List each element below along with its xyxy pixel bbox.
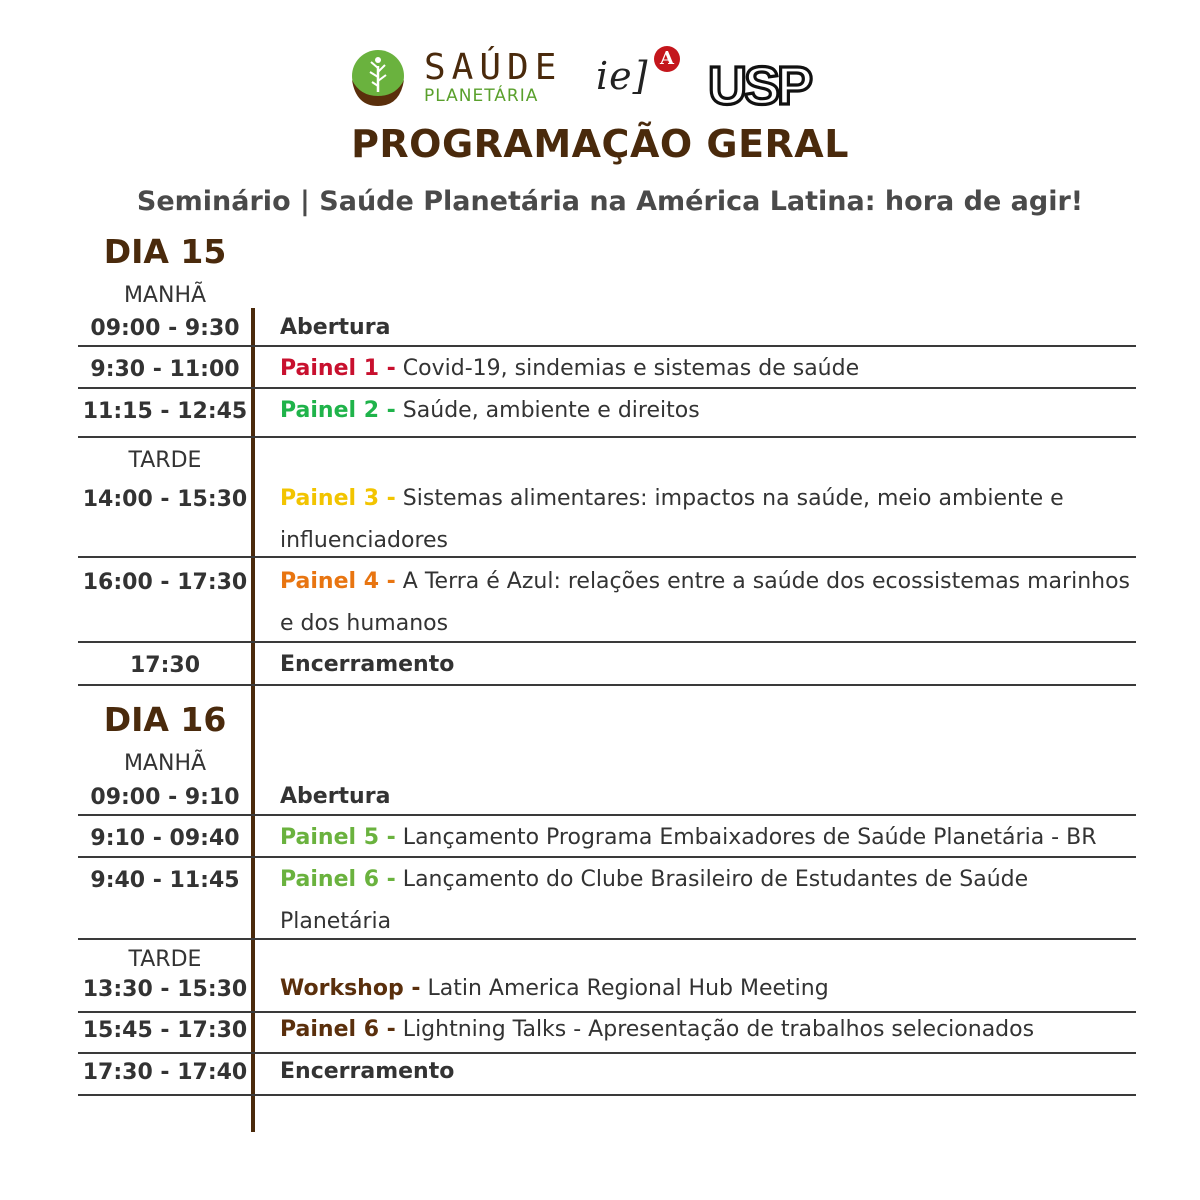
day-15-item-2 xyxy=(280,348,1140,390)
row-divider xyxy=(78,641,1136,643)
row-divider xyxy=(78,387,1136,389)
day-15-item-3 xyxy=(280,390,1140,432)
saude-planetaria-logo-icon xyxy=(346,46,410,110)
item-text: Covid-19, sindemias e sistemas de saúde xyxy=(395,356,860,381)
logo-saude-word: SAÚDE xyxy=(424,47,563,88)
day-16-time-5: 15:45 - 17:30 xyxy=(82,1018,248,1043)
day-15-time-2: 9:30 - 11:00 xyxy=(90,357,240,382)
day-16-item-6 xyxy=(280,1051,1140,1093)
day-15-time-5: 16:00 - 17:30 xyxy=(82,570,248,595)
item-text: A Terra é Azul: relações entre a saúde dos ecossistemas marinhos e dos humanos xyxy=(280,569,1131,636)
row-divider xyxy=(78,1094,1136,1096)
row-divider xyxy=(78,684,1136,686)
row-divider xyxy=(78,856,1136,858)
item-text: Encerramento xyxy=(280,1059,455,1084)
painel-label: Painel 6 - xyxy=(280,1017,396,1042)
item-text: Abertura xyxy=(280,784,391,809)
painel-label: Painel 3 - xyxy=(280,486,396,511)
day-15-time-1: 09:00 - 9:30 xyxy=(90,316,240,341)
day-16-item-1 xyxy=(280,776,1140,818)
day-16-time-4: 13:30 - 15:30 xyxy=(82,977,248,1002)
row-divider xyxy=(78,814,1136,816)
day-16-item-3 xyxy=(280,859,1140,943)
usp-logo-text: USP xyxy=(708,58,811,110)
painel-label: Painel 4 - xyxy=(280,569,396,594)
day-16-item-2 xyxy=(280,817,1150,859)
saude-planetaria-logo-text xyxy=(424,47,564,106)
item-text: Lightning Talks - Apresentação de trabalhos selecionados xyxy=(395,1017,1035,1042)
usp-logo xyxy=(706,58,828,110)
day-16-title: DIA 16 xyxy=(103,700,227,739)
item-text: Saúde, ambiente e direitos xyxy=(395,398,700,423)
item-text: Lançamento Programa Embaixadores de Saúde Planetária - BR xyxy=(395,825,1097,850)
day-15-afternoon-label: TARDE xyxy=(128,448,202,473)
day-15-title: DIA 15 xyxy=(103,232,227,271)
painel-label: Painel 6 - xyxy=(280,867,396,892)
day-15-time-3: 11:15 - 12:45 xyxy=(82,399,248,424)
day-16-morning-label: MANHÃ xyxy=(123,751,207,776)
painel-label: Painel 5 - xyxy=(280,825,396,850)
workshop-label: Workshop - xyxy=(280,976,421,1001)
iea-logo xyxy=(596,46,692,112)
timeline-divider xyxy=(251,308,255,1132)
day-16-time-1: 09:00 - 9:10 xyxy=(90,785,240,810)
item-text: Abertura xyxy=(280,315,391,340)
row-divider xyxy=(78,436,1136,438)
row-divider xyxy=(78,938,1136,940)
day-15-item-6 xyxy=(280,644,1140,686)
logo-saude-sub: PLANETÁRIA xyxy=(424,86,539,106)
item-text: Sistemas alimentares: impactos na saúde, meio ambiente e influenciadores xyxy=(280,486,1064,553)
iea-logo-badge xyxy=(654,46,680,72)
row-divider xyxy=(78,345,1136,347)
item-text: Encerramento xyxy=(280,652,455,677)
iea-badge-letter: A xyxy=(660,48,674,69)
day-15-item-1 xyxy=(280,307,1140,349)
painel-label: Painel 2 - xyxy=(280,398,396,423)
day-15-time-6: 17:30 xyxy=(129,653,201,678)
item-text: Latin America Regional Hub Meeting xyxy=(420,976,829,1001)
page-subtitle: Seminário | Saúde Planetária na América Latina: hora de agir! xyxy=(136,186,1084,217)
painel-label: Painel 1 - xyxy=(280,356,396,381)
day-15-item-4 xyxy=(280,478,1140,562)
day-16-item-4 xyxy=(280,968,1140,1010)
iea-logo-text: ie] xyxy=(596,54,649,98)
item-text: Lançamento do Clube Brasileiro de Estudantes de Saúde Planetária xyxy=(280,867,1029,934)
day-16-time-3: 9:40 - 11:45 xyxy=(90,868,240,893)
day-16-time-6: 17:30 - 17:40 xyxy=(82,1060,248,1085)
day-16-item-5 xyxy=(280,1009,1140,1051)
page-title: PROGRAMAÇÃO GERAL xyxy=(351,122,849,166)
day-16-time-2: 9:10 - 09:40 xyxy=(90,826,240,851)
row-divider xyxy=(78,556,1136,558)
day-15-morning-label: MANHÃ xyxy=(123,283,207,308)
day-15-item-5 xyxy=(280,561,1140,645)
day-16-afternoon-label: TARDE xyxy=(128,947,202,972)
day-15-time-4: 14:00 - 15:30 xyxy=(82,487,248,512)
